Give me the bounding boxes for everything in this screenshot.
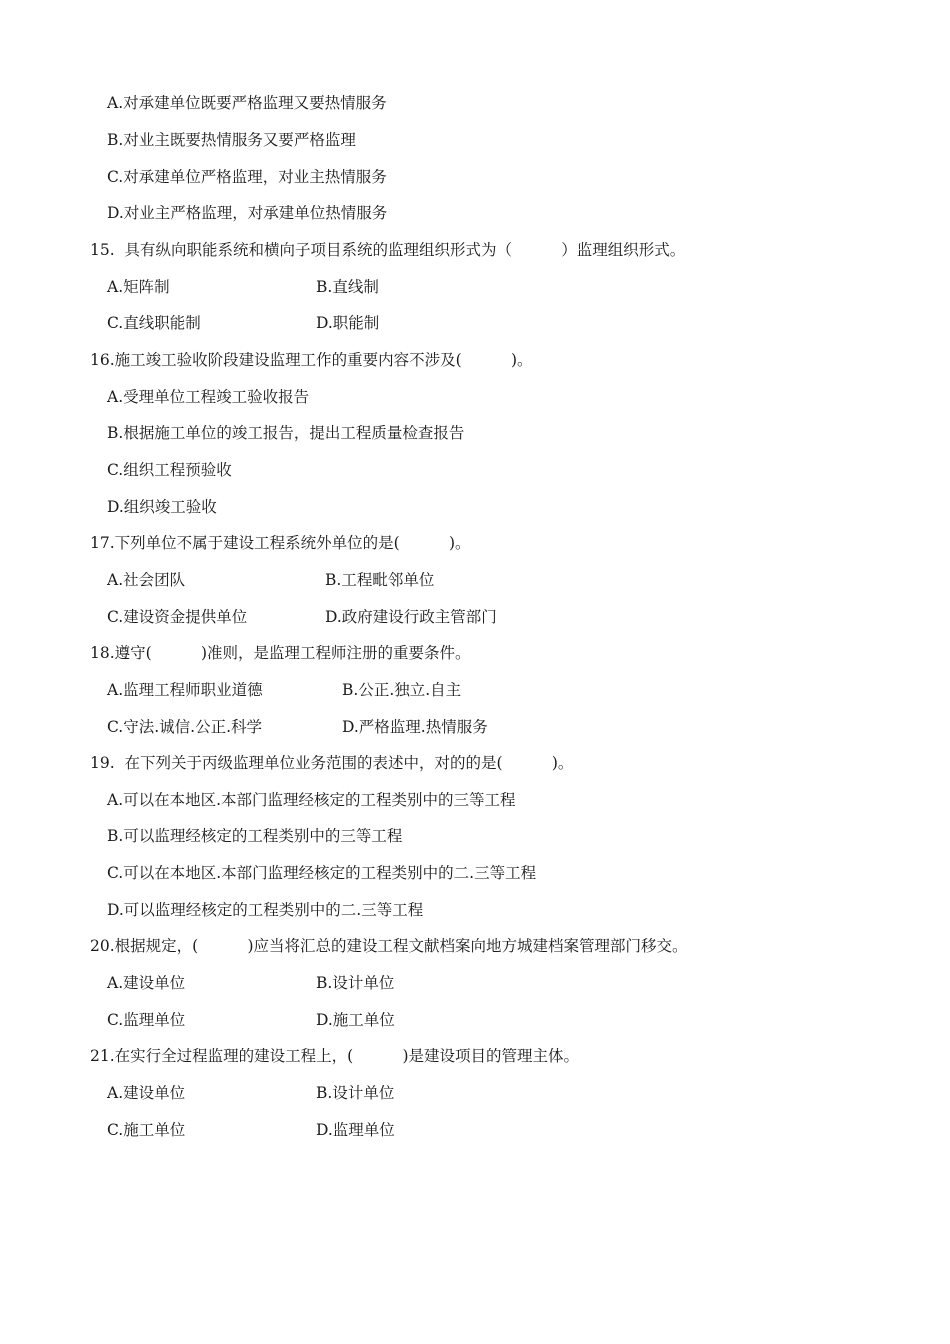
q14-option-c: C.对承建单位严格监理，对业主热情服务 [107,168,387,186]
q17-option-c: C.建设资金提供单位 [107,608,248,626]
q20-option-b: B.设计单位 [316,974,395,992]
q18-option-b: B.公正.独立.自主 [342,681,462,699]
q17-option-d: D.政府建设行政主管部门 [325,608,497,626]
q16-stem: 16.施工竣工验收阶段建设监理工作的重要内容不涉及( )。 [90,351,533,369]
q20-option-c: C.监理单位 [107,1011,186,1029]
q18-option-a: A.监理工程师职业道德 [107,681,263,699]
q17-stem: 17.下列单位不属于建设工程系统外单位的是( )。 [90,534,471,552]
q14-option-d: D.对业主严格监理，对承建单位热情服务 [107,204,388,222]
q19-option-a: A.可以在本地区.本部门监理经核定的工程类别中的三等工程 [107,791,516,809]
q17-option-a: A.社会团队 [107,571,186,589]
q18-option-d: D.严格监理.热情服务 [342,718,488,736]
q15-stem: 15. 具有纵向职能系统和横向子项目系统的监理组织形式为（ ）监理组织形式。 [90,241,686,259]
q15-option-a: A.矩阵制 [107,278,170,296]
q19-option-b: B.可以监理经核定的工程类别中的三等工程 [107,827,403,845]
q21-stem: 21.在实行全过程监理的建设工程上，( )是建设项目的管理主体。 [90,1047,580,1065]
q14-option-b: B.对业主既要热情服务又要严格监理 [107,131,356,149]
q16-option-a: A.受理单位工程竣工验收报告 [107,388,310,406]
q19-stem: 19. 在下列关于丙级监理单位业务范围的表述中，对的的是( )。 [90,754,574,772]
q16-option-b: B.根据施工单位的竣工报告，提出工程质量检查报告 [107,424,465,442]
q19-option-d: D.可以监理经核定的工程类别中的二.三等工程 [107,901,424,919]
q21-option-c: C.施工单位 [107,1121,186,1139]
q20-option-a: A.建设单位 [107,974,186,992]
q15-option-b: B.直线制 [316,278,379,296]
q19-option-c: C.可以在本地区.本部门监理经核定的工程类别中的二.三等工程 [107,864,537,882]
q21-option-a: A.建设单位 [107,1084,186,1102]
q15-option-d: D.职能制 [316,314,380,332]
q14-option-a: A.对承建单位既要严格监理又要热情服务 [107,94,387,112]
q18-stem: 18.遵守( )准则，是监理工程师注册的重要条件。 [90,644,471,662]
q20-stem: 20.根据规定，( )应当将汇总的建设工程文献档案向地方城建档案管理部门移交。 [90,937,688,955]
q21-option-b: B.设计单位 [316,1084,395,1102]
q20-option-d: D.施工单位 [316,1011,395,1029]
q16-option-d: D.组织竣工验收 [107,498,217,516]
q16-option-c: C.组织工程预验收 [107,461,232,479]
q21-option-d: D.监理单位 [316,1121,395,1139]
q18-option-c: C.守法.诚信.公正.科学 [107,718,263,736]
q15-option-c: C.直线职能制 [107,314,201,332]
q17-option-b: B.工程毗邻单位 [325,571,435,589]
